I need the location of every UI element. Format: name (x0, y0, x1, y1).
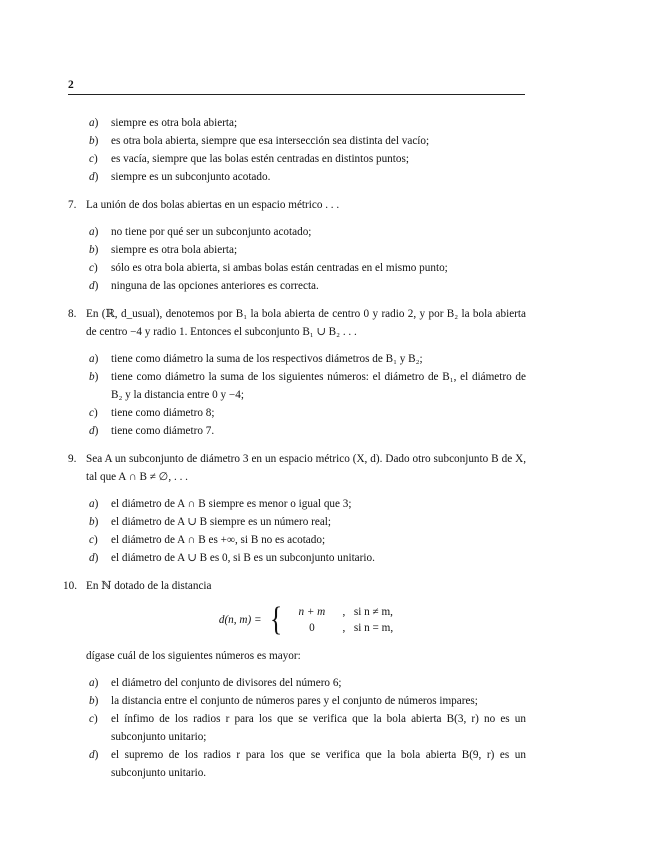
q7-option-a: a) no tiene por qué ser un subconjunto acotado; (89, 226, 312, 238)
q8-option-d: d) tiene como diámetro 7. (89, 425, 215, 437)
q7-option-b: b) siempre es otra bola abierta; (89, 244, 238, 256)
question-number: 7. (68, 199, 77, 211)
question-stem: Sea A un subconjunto de diámetro 3 en un espacio métrico (X, d). Dado otro subconjunto B de X, tal que A ∩ B ≠ ∅, . . . (86, 453, 526, 483)
case2-value: 0 (309, 622, 315, 634)
q8-option-b: b) tiene como diámetro la suma de los siguientes números: el diámetro de B₁, el diámetro de B₂ y la distancia entre 0 y −4; (89, 371, 526, 401)
case1-separator: , (342, 606, 346, 618)
q10-option-b: b) la distancia entre el conjunto de números pares y el conjunto de números impares; (89, 695, 478, 707)
q6-option-b: b) es otra bola abierta, siempre que esa intersección sea distinta del vacío; (89, 135, 430, 147)
q6-option-c: c) es vacía, siempre que las bolas estén centradas en distintos puntos; (89, 153, 409, 165)
q8-options (89, 350, 526, 440)
case1-value: n + m (298, 606, 326, 618)
question-8 (68, 305, 526, 341)
q7-option-d: d) ninguna de las opciones anteriores es correcta. (89, 280, 319, 292)
q9-option-b: b) el diámetro de A ∪ B siempre es un número real; (89, 516, 332, 528)
left-brace: { (269, 601, 282, 638)
distance-formula (86, 601, 526, 639)
q10-option-a: a) el diámetro del conjunto de divisores del número 6; (89, 677, 342, 689)
q7-options (89, 223, 526, 295)
question-stem: En (ℝ, d_usual), denotemos por B₁ la bola abierta de centro 0 y radio 2, y por B₂ la bola abierta de centro −4 y radio 1. Entonces el subconjunto B₁ ∪ B₂ . . . (86, 308, 526, 338)
exam-content (63, 114, 526, 782)
question-10-prompt: dígase cuál de los siguientes números es mayor: (86, 650, 301, 662)
page-number: 2 (68, 79, 74, 91)
question-7 (68, 196, 526, 214)
question-number: 10. (63, 580, 77, 592)
q10-options (89, 674, 526, 782)
q9-option-c: c) el diámetro de A ∩ B es +∞, si B no es acotado; (89, 534, 326, 546)
q6-option-d: d) siempre es un subconjunto acotado. (89, 171, 271, 183)
formula-cases (290, 604, 393, 636)
question-number: 9. (68, 453, 77, 465)
q9-option-a: a) el diámetro de A ∩ B siempre es menor o igual que 3; (89, 498, 352, 510)
q10-option-d: d) el supremo de los radios r para los que se verifica que la bola abierta B(9, r) es un subconjunto unitario. (89, 749, 526, 779)
q7-option-c: c) sólo es otra bola abierta, si ambas bolas están centradas en el mismo punto; (89, 262, 448, 274)
q9-option-d: d) el diámetro de A ∪ B es 0, si B es un subconjunto unitario. (89, 552, 375, 564)
question-9 (68, 450, 526, 486)
case2-separator: , (342, 622, 346, 634)
case2-condition: si n = m, (353, 622, 394, 634)
formula-lhs: d(n, m) = (218, 614, 262, 626)
question-10 (63, 577, 526, 595)
q8-option-c: c) tiene como diámetro 8; (89, 407, 215, 419)
q6-options (89, 114, 526, 186)
case1-condition: si n ≠ m, (353, 606, 393, 618)
page-header (68, 78, 525, 95)
q9-options (89, 495, 526, 567)
q10-option-c: c) el ínfimo de los radios r para los que se verifica que la bola abierta B(3, r) no es un subconjunto unitario; (89, 713, 526, 743)
q6-option-a: a) siempre es otra bola abierta; (89, 117, 238, 129)
q8-option-a: a) tiene como diámetro la suma de los respectivos diámetros de B₁ y B₂; (89, 353, 423, 365)
question-stem: En ℕ dotado de la distancia (86, 580, 212, 592)
question-number: 8. (68, 308, 77, 320)
question-stem: La unión de dos bolas abiertas en un espacio métrico . . . (86, 199, 340, 211)
